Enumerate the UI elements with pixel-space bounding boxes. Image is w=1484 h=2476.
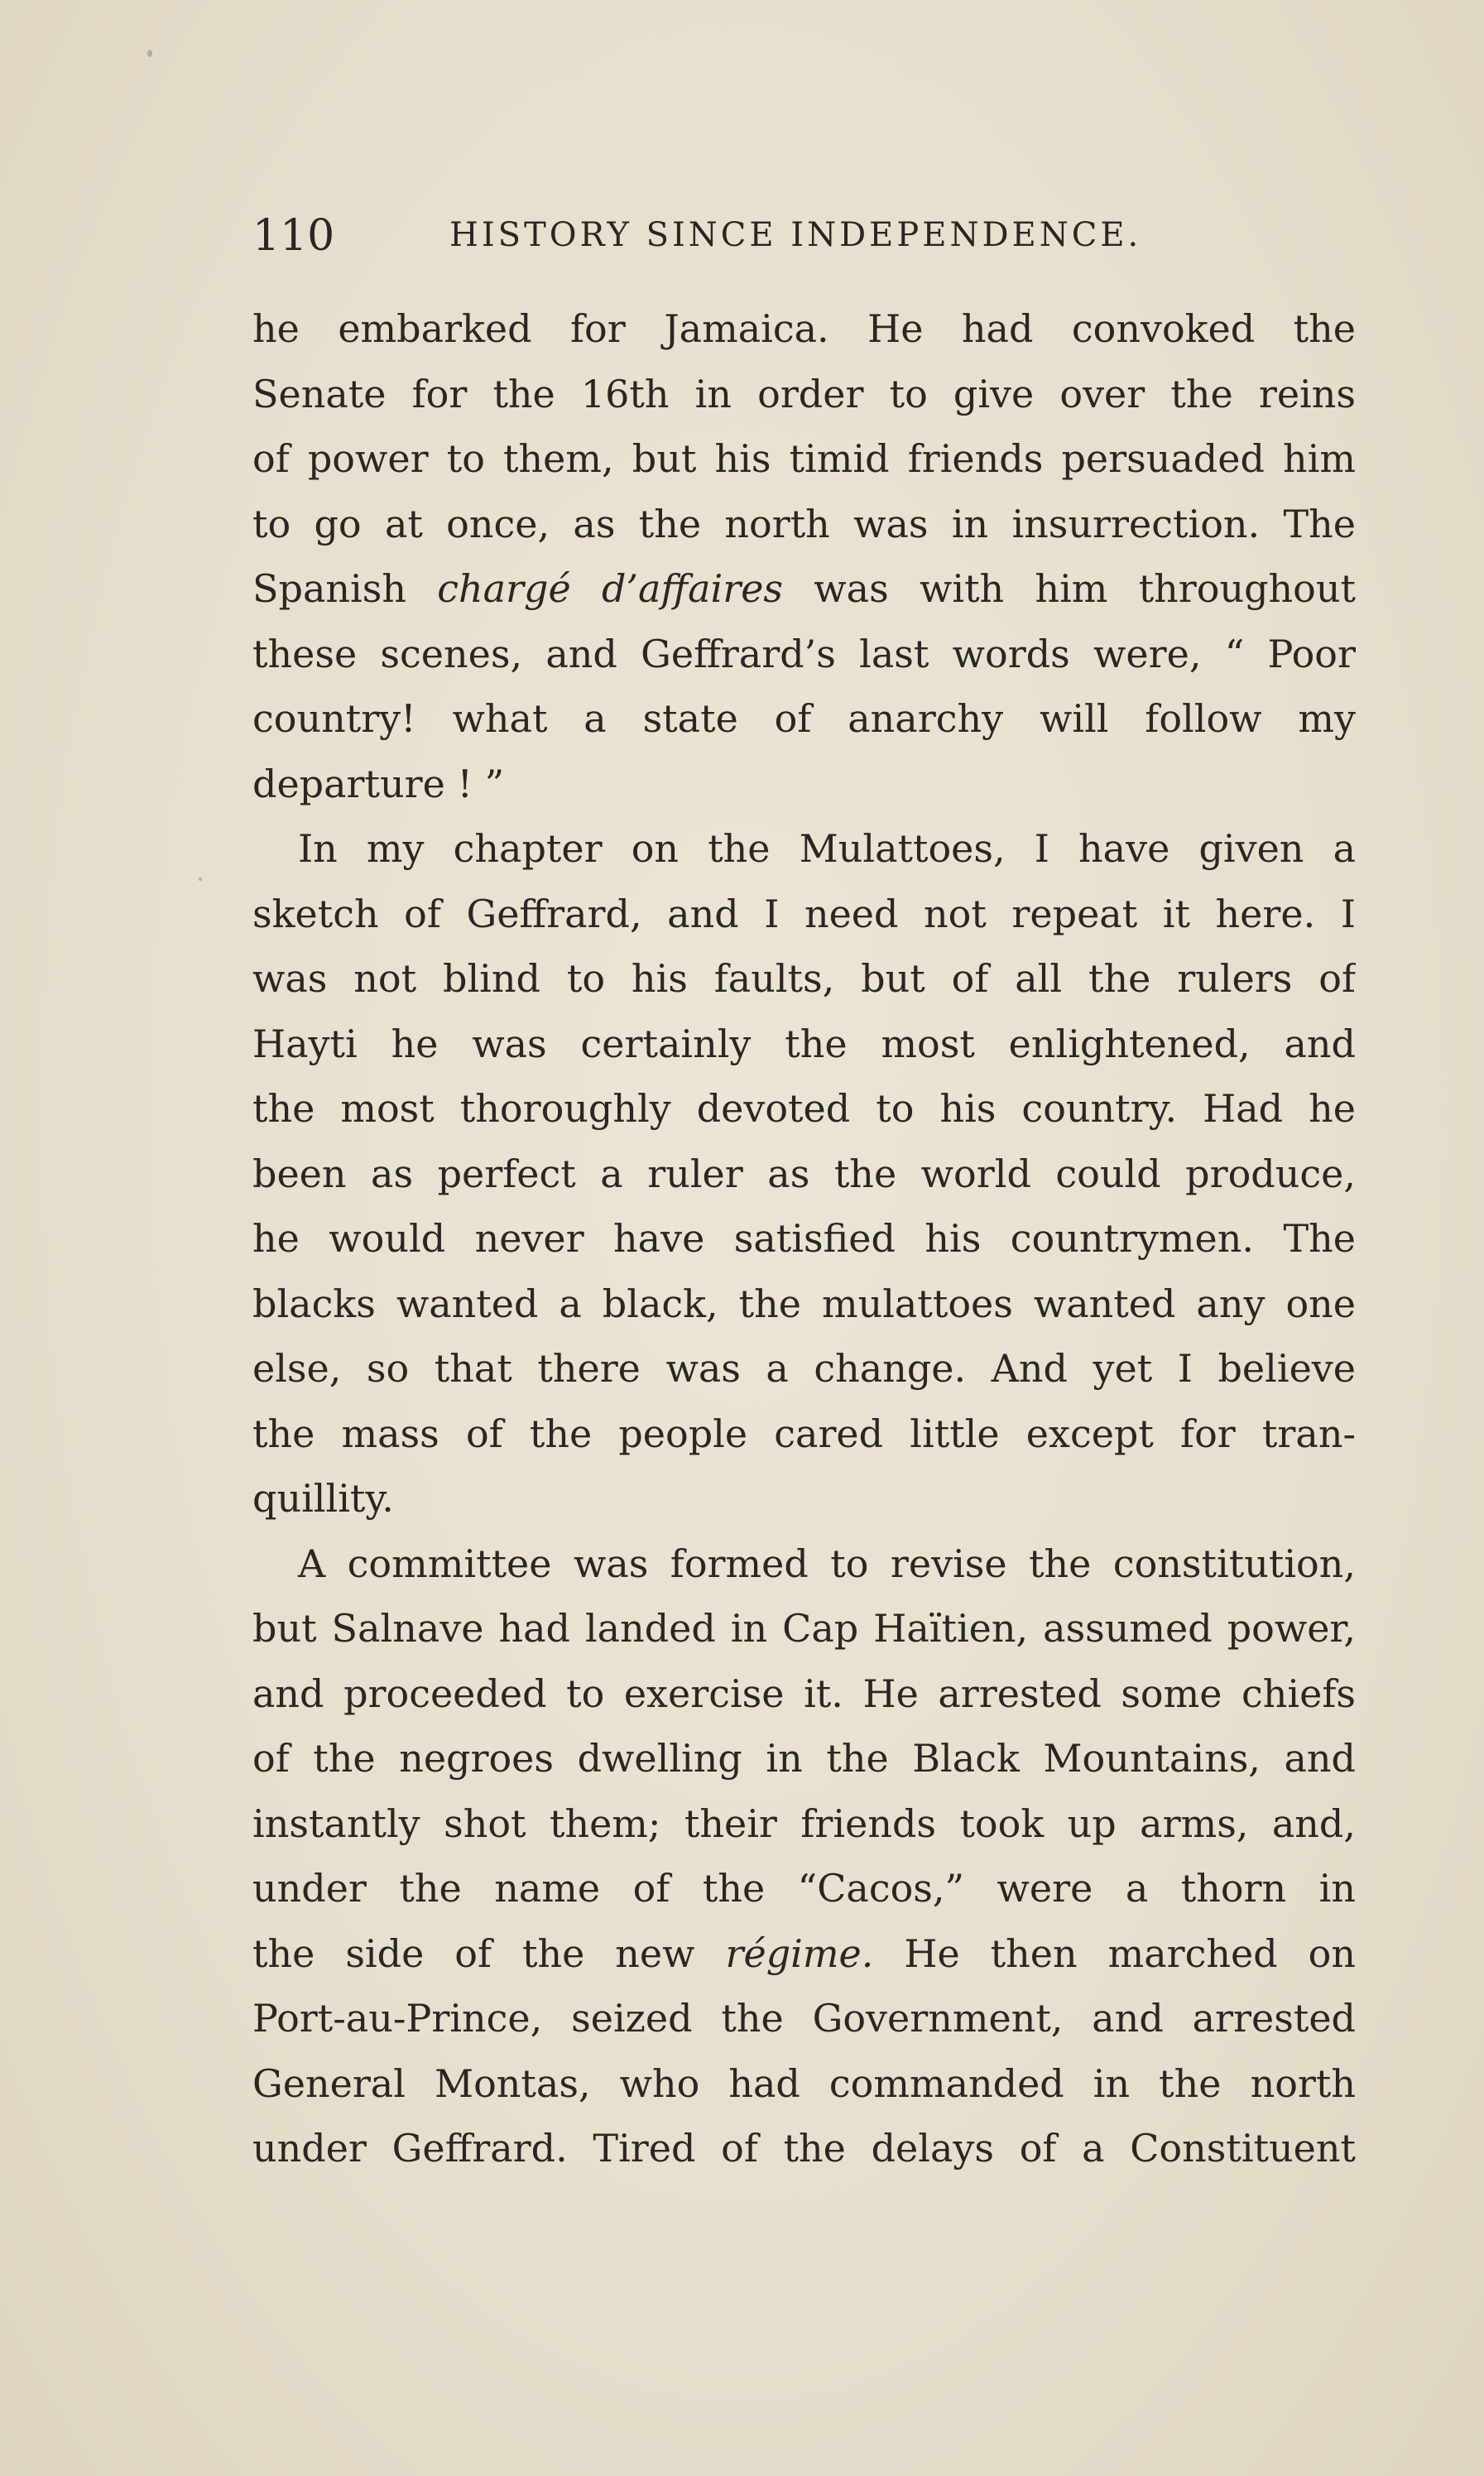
text-line: country! what a state of anarchy will follow my [252,696,1356,741]
text-line: the mass of the people cared little except for tran- [252,1411,1356,1456]
text-line: and proceeded to exercise it. He arrested some chiefs [252,1671,1356,1716]
running-header [252,211,1171,269]
text-line: was not blind to his faults, but of all the rulers of [252,956,1356,1001]
italic-phrase: régime. [725,1930,874,1976]
text-segment: the side of the new [252,1930,726,1976]
text-line: of power to them, but his timid friends persuaded him [252,436,1356,481]
text-line: to go at once, as the north was in insurrection. The [252,501,1356,546]
text-line: he embarked for Jamaica. He had convoked the [252,306,1356,351]
text-line: departure ! ” [252,761,505,806]
text-line [252,1921,1356,1987]
paper-speck [147,50,152,57]
text-line: sketch of Geffrard, and I need not repeat it here. I [252,891,1356,936]
text-segment: Spanish [252,566,438,611]
paragraph-start-line: A committee was formed to revise the constitution, [298,1541,1356,1586]
text-line: the most thoroughly devoted to his country. Had he [252,1086,1356,1131]
text-line: blacks wanted a black, the mulattoes wanted any one [252,1281,1356,1326]
text-line: these scenes, and Geffrard’s last words were, “ Poor [252,631,1356,676]
paragraph-start-line: In my chapter on the Mulattoes, I have given a [298,826,1356,871]
text-line: Hayti he was certainly the most enlightened, and [252,1021,1356,1066]
text-segment: was with him throughout [783,566,1356,611]
text-line: else, so that there was a change. And yet I believe [252,1346,1356,1391]
running-title: HISTORY SINCE INDEPENDENCE. [449,216,1142,254]
text-line: Senate for the 16th in order to give over the reins [252,371,1356,416]
text-line: he would never have satisfied his countrymen. The [252,1216,1356,1261]
text-line: of the negroes dwelling in the Black Mountains, and [252,1736,1356,1781]
text-line: quillity. [252,1476,394,1521]
text-line: General Montas, who had commanded in the north [252,2060,1356,2106]
paper-speck [199,877,202,881]
page-number: 110 [252,211,335,261]
text-line: Port-au-Prince, seized the Government, and arrested [252,1996,1356,2041]
text-line: under Geffrard. Tired of the delays of a Constituent [252,2126,1356,2171]
text-line: under the name of the “Cacos,” were a thorn in [252,1866,1356,1911]
text-line: instantly shot them; their friends took up arms, and, [252,1801,1356,1846]
body-text [252,296,1356,2181]
italic-phrase: chargé d’affaires [437,566,784,611]
text-segment: He then marched on [873,1930,1356,1976]
text-line: but Salnave had landed in Cap Haïtien, assumed power, [252,1606,1356,1651]
text-line: been as perfect a ruler as the world could produce, [252,1151,1356,1196]
text-line [252,556,1356,622]
